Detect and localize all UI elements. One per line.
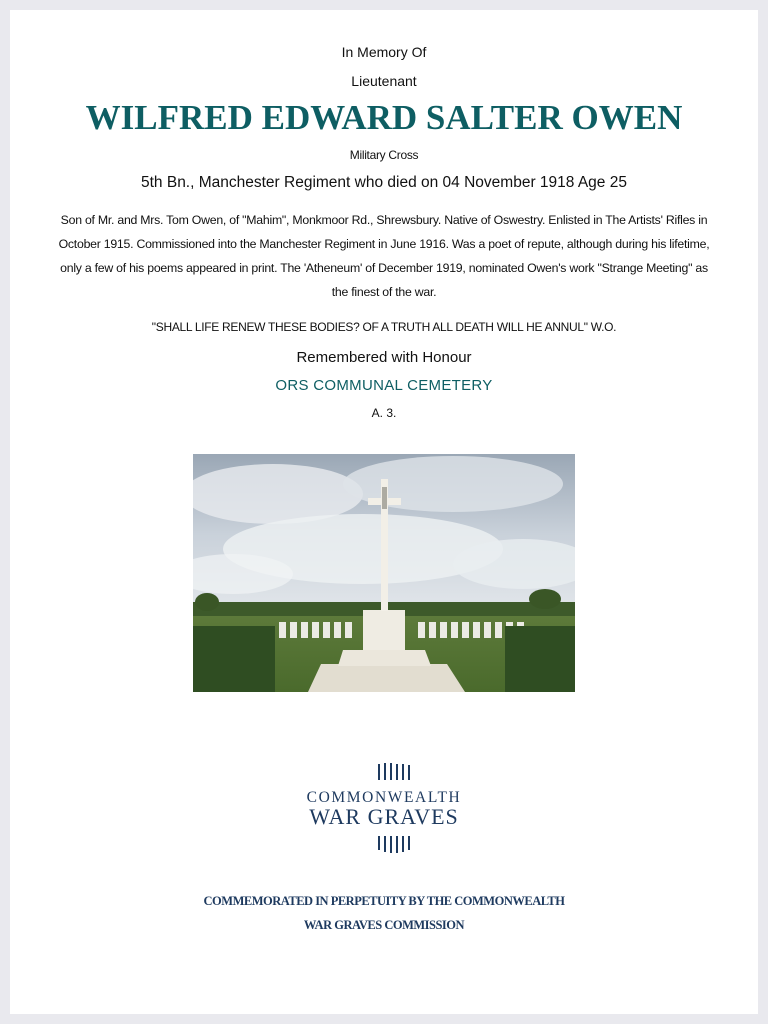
honour: Military Cross bbox=[349, 148, 419, 162]
biography: Son of Mr. and Mrs. Tom Owen, of "Mahim", Monkmoor Rd., Shrewsbury. Native of Oswestry. Enlisted in The Artists' Rifles in October 1915. Commissioned into the Manchester Regiment in June 1916. Was a poet of repute, although during his lifetime, only a few of his poems appeared in print. The 'Atheneum' of December 1919, nominated Owen's work "Strange Meeting" as the finest of the war. bbox=[58, 213, 710, 299]
footer-line-1: COMMEMORATED IN PERPETUITY BY THE COMMONWEALTH bbox=[203, 894, 565, 908]
logo-text-commonwealth: COMMONWEALTH bbox=[306, 789, 462, 806]
footer-line-2: WAR GRAVES COMMISSION bbox=[303, 918, 465, 932]
cemetery-photo bbox=[193, 454, 575, 692]
remembered-with-honour: Remembered with Honour bbox=[296, 349, 472, 366]
grave-reference: A. 3. bbox=[371, 406, 397, 420]
in-memory-heading: In Memory Of bbox=[341, 44, 427, 60]
logo-text-war-graves: WAR GRAVES bbox=[309, 804, 459, 829]
cemetery-name: ORS COMMUNAL CEMETERY bbox=[275, 377, 493, 394]
rank: Lieutenant bbox=[351, 73, 417, 89]
soldier-name: WILFRED EDWARD SALTER OWEN bbox=[85, 98, 683, 137]
certificate-page bbox=[10, 10, 758, 1014]
unit-and-death-line: 5th Bn., Manchester Regiment who died on 04 November 1918 Age 25 bbox=[141, 174, 627, 191]
epitaph: "SHALL LIFE RENEW THESE BODIES? OF A TRUTH ALL DEATH WILL HE ANNUL" W.O. bbox=[151, 320, 617, 334]
